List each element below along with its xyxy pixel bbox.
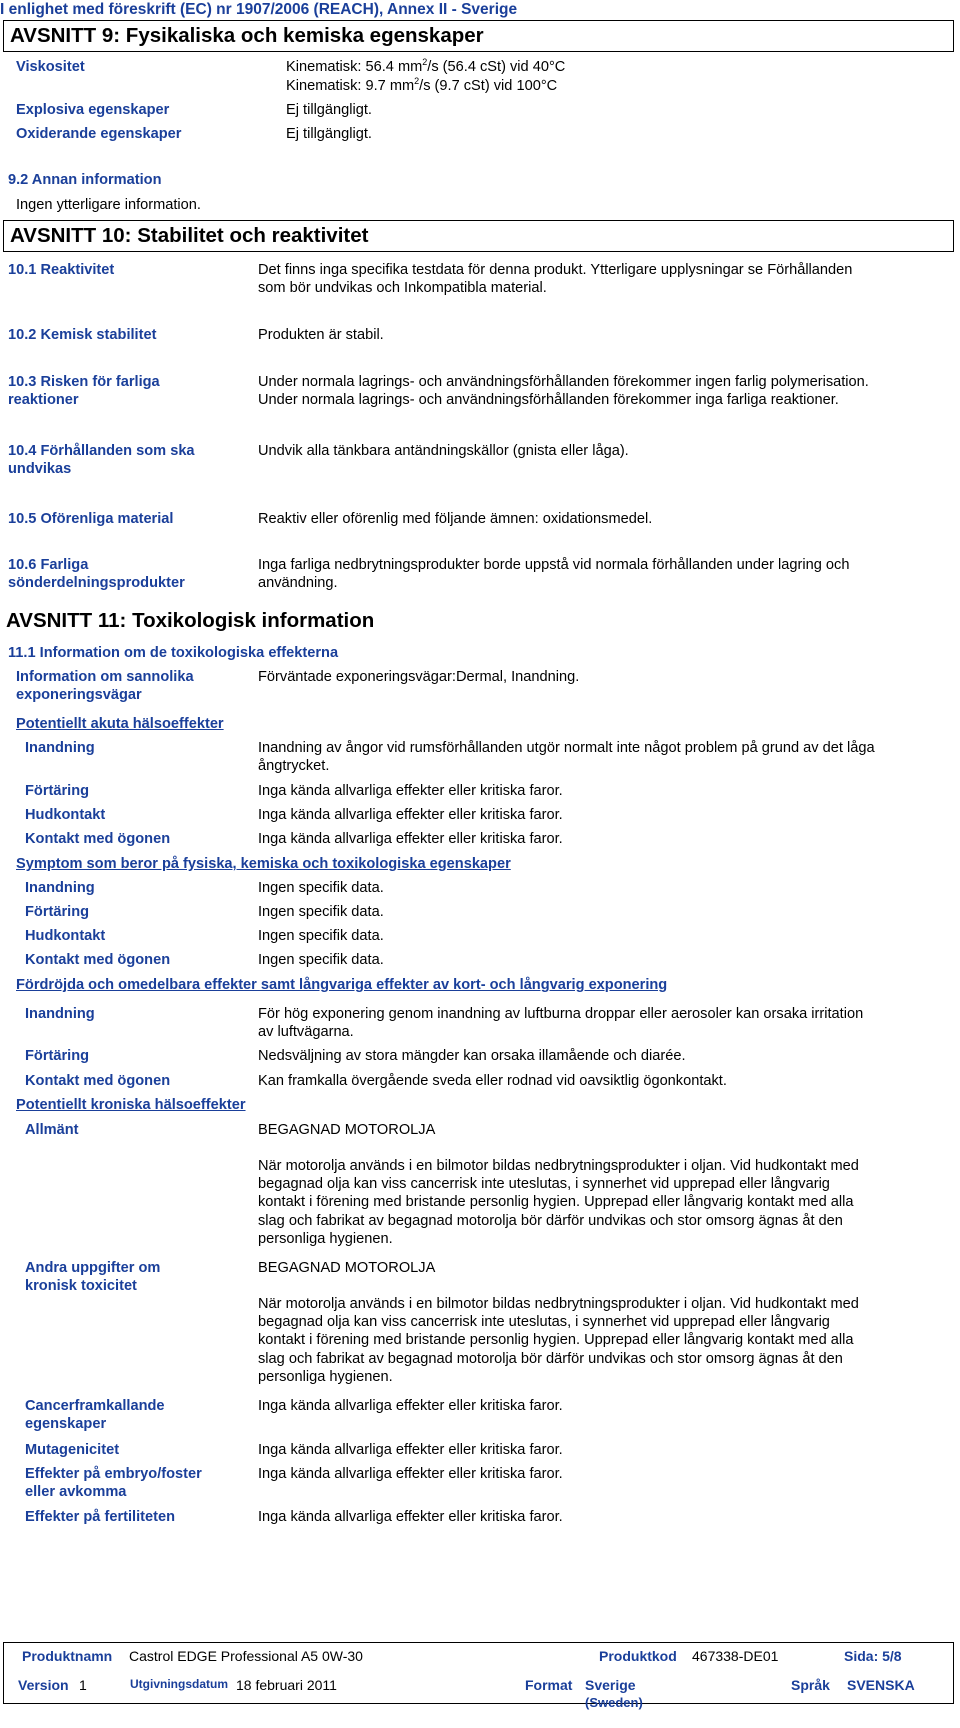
section-9-title: AVSNITT 9: Fysikaliska och kemiska egenskaper xyxy=(3,20,954,52)
delayed-eye-value: Kan framkalla övergående sveda eller rodnad vid oavsiktlig ögonkontakt. xyxy=(258,1073,727,1089)
regulation-header: I enlighet med föreskrift (EC) nr 1907/2006 (REACH), Annex II - Sverige xyxy=(0,1,518,18)
symptom-skin-label: Hudkontakt xyxy=(25,928,106,944)
decomposition-value: Inga farliga nedbrytningsprodukter borde uppstå vid normala förhållanden under lagring och användning. xyxy=(258,557,850,592)
viscosity-value-1: Kinematisk: 56.4 $mm^2/s$ (56.4 cSt) vid 40°C xyxy=(286,57,566,75)
conditions-to-avoid-value: Undvik alla tänkbara antändningskällor (gnista eller låga). xyxy=(258,443,629,459)
explosive-value: Ej tillgängligt. xyxy=(286,102,372,118)
product-code-label: Produktkod xyxy=(599,1648,677,1664)
chronic-other-text: När motorolja används i en bilmotor bildas nedbrytningsprodukter i oljan. Vid hudkontakt med begagnad olja kan viss cancerrisk inte uteslutas, i synnerhet vid upprepad eller långvarig kontakt i förening med bristande personlig hygien. Upprepad eller långvarig kontakt med alla slag och fabrikat av begagnad motorolja bör därför undvikas och stor omsorg ägnas åt den personliga hygienen. xyxy=(258,1296,859,1385)
embryo-value: Inga kända allvarliga effekter eller kritiska faror. xyxy=(258,1466,563,1482)
other-info-title: 9.2 Annan information xyxy=(8,172,162,188)
acute-skin-label: Hudkontakt xyxy=(25,807,106,823)
carcinogenic-label: Cancerframkallande egenskaper xyxy=(25,1398,165,1433)
product-name: Castrol EDGE Professional A5 0W-30 xyxy=(129,1648,363,1664)
acute-skin-value: Inga kända allvarliga effekter eller kritiska faror. xyxy=(258,807,563,823)
hazardous-reactions-value: Under normala lagrings- och användningsförhållanden förekommer ingen farlig polymerisation. Under normala lagrings- och användningsförhållanden förekommer inga farliga reaktioner. xyxy=(258,374,869,409)
stability-value: Produkten är stabil. xyxy=(258,327,384,343)
symptom-ingestion-label: Förtäring xyxy=(25,904,90,920)
reactivity-value: Det finns inga specifika testdata för denna produkt. Ytterligare upplysningar se Förhållanden som bör undvikas och Inkompatibla material. xyxy=(258,262,853,297)
delayed-inhalation-label: Inandning xyxy=(25,1006,95,1022)
format-value-sweden: (Sweden) xyxy=(585,1695,643,1710)
mutagenicity-label: Mutagenicitet xyxy=(25,1442,120,1458)
acute-effects-heading: Potentiellt akuta hälsoeffekter xyxy=(16,716,224,732)
symptom-eye-value: Ingen specifik data. xyxy=(258,952,384,968)
section-10-title: AVSNITT 10: Stabilitet och reaktivitet xyxy=(3,220,954,252)
section-11-title: AVSNITT 11: Toxikologisk information xyxy=(6,609,375,632)
acute-eye-value: Inga kända allvarliga effekter eller kritiska faror. xyxy=(258,831,563,847)
mutagenicity-value: Inga kända allvarliga effekter eller kritiska faror. xyxy=(258,1442,563,1458)
chronic-general-label: Allmänt xyxy=(25,1122,79,1138)
toxicology-subtitle: 11.1 Information om de toxikologiska effekterna xyxy=(8,645,339,661)
chronic-effects-heading: Potentiellt kroniska hälsoeffekter xyxy=(16,1097,246,1113)
chronic-general-text: När motorolja används i en bilmotor bildas nedbrytningsprodukter i oljan. Vid hudkontakt med begagnad olja kan viss cancerrisk inte uteslutas, i synnerhet vid upprepad eller långvarig kontakt i förening med bristande personlig hygien. Upprepad eller långvarig kontakt med alla slag och fabrikat av begagnad motorolja bör därför undvikas och stor omsorg ägnas åt den personliga hygienen. xyxy=(258,1158,859,1247)
delayed-eye-label: Kontakt med ögonen xyxy=(25,1073,171,1089)
page-number: Sida: 5/8 xyxy=(844,1648,902,1664)
hazardous-reactions-label: 10.3 Risken för farliga reaktioner xyxy=(8,374,160,409)
other-info-value: Ingen ytterligare information. xyxy=(16,197,201,213)
fertility-value: Inga kända allvarliga effekter eller kritiska faror. xyxy=(258,1509,563,1525)
oxidizing-label: Oxiderande egenskaper xyxy=(16,126,182,142)
symptoms-heading: Symptom som beror på fysiska, kemiska och toxikologiska egenskaper xyxy=(16,856,511,872)
stability-label: 10.2 Kemisk stabilitet xyxy=(8,327,157,343)
delayed-effects-heading: Fördröjda och omedelbara effekter samt långvariga effekter av kort- och långvarig exponering xyxy=(16,977,668,993)
carcinogenic-value: Inga kända allvarliga effekter eller kritiska faror. xyxy=(258,1398,563,1414)
symptom-eye-label: Kontakt med ögonen xyxy=(25,952,171,968)
incompatible-materials-label: 10.5 Oförenliga material xyxy=(8,511,174,527)
acute-eye-label: Kontakt med ögonen xyxy=(25,831,171,847)
delayed-inhalation-value: För hög exponering genom inandning av luftburna droppar eller aerosoler kan orsaka irritation av luftvägarna. xyxy=(258,1006,864,1041)
chronic-other-label: Andra uppgifter om kronisk toxicitet xyxy=(25,1260,161,1295)
symptom-inhalation-label: Inandning xyxy=(25,880,95,896)
acute-inhalation-label: Inandning xyxy=(25,740,95,756)
version-label: Version xyxy=(18,1677,69,1693)
embryo-label: Effekter på embryo/foster eller avkomma xyxy=(25,1466,202,1501)
fertility-label: Effekter på fertiliteten xyxy=(25,1509,176,1525)
explosive-label: Explosiva egenskaper xyxy=(16,102,170,118)
conditions-to-avoid-label: 10.4 Förhållanden som ska undvikas xyxy=(8,443,195,478)
delayed-ingestion-label: Förtäring xyxy=(25,1048,90,1064)
acute-inhalation-value: Inandning av ångor vid rumsförhållanden utgör normalt inte något problem på grund av det låga ångtrycket. xyxy=(258,740,875,775)
reactivity-label: 10.1 Reaktivitet xyxy=(8,262,115,278)
issue-date-label: Utgivningsdatum xyxy=(130,1677,228,1691)
routes-label: Information om sannolika exponeringsvägar xyxy=(16,669,194,704)
chronic-general-heading: BEGAGNAD MOTOROLJA xyxy=(258,1122,436,1138)
oxidizing-value: Ej tillgängligt. xyxy=(286,126,372,142)
chronic-other-heading: BEGAGNAD MOTOROLJA xyxy=(258,1260,436,1276)
decomposition-label: 10.6 Farliga sönderdelningsprodukter xyxy=(8,557,185,592)
viscosity-value-2: Kinematisk: 9.7 $mm^2/s$ (9.7 cSt) vid 100°C xyxy=(286,76,558,94)
viscosity-label: Viskositet xyxy=(16,59,85,75)
symptom-inhalation-value: Ingen specifik data. xyxy=(258,880,384,896)
product-code: 467338-DE01 xyxy=(692,1648,779,1664)
delayed-ingestion-value: Nedsväljning av stora mängder kan orsaka illamående och diarée. xyxy=(258,1048,686,1064)
symptom-ingestion-value: Ingen specifik data. xyxy=(258,904,384,920)
page-footer xyxy=(3,1642,954,1710)
symptom-skin-value: Ingen specifik data. xyxy=(258,928,384,944)
format-label: Format xyxy=(525,1677,573,1693)
language-value: SVENSKA xyxy=(847,1677,915,1693)
acute-ingestion-label: Förtäring xyxy=(25,783,90,799)
incompatible-materials-value: Reaktiv eller oförenlig med följande ämnen: oxidationsmedel. xyxy=(258,511,653,527)
format-value: Sverige xyxy=(585,1677,636,1693)
issue-date: 18 februari 2011 xyxy=(236,1677,337,1693)
acute-ingestion-value: Inga kända allvarliga effekter eller kritiska faror. xyxy=(258,783,563,799)
routes-value: Förväntade exponeringsvägar:Dermal, Inandning. xyxy=(258,669,580,685)
product-name-label: Produktnamn xyxy=(22,1648,113,1664)
version: 1 xyxy=(79,1677,87,1693)
language-label: Språk xyxy=(791,1677,830,1693)
